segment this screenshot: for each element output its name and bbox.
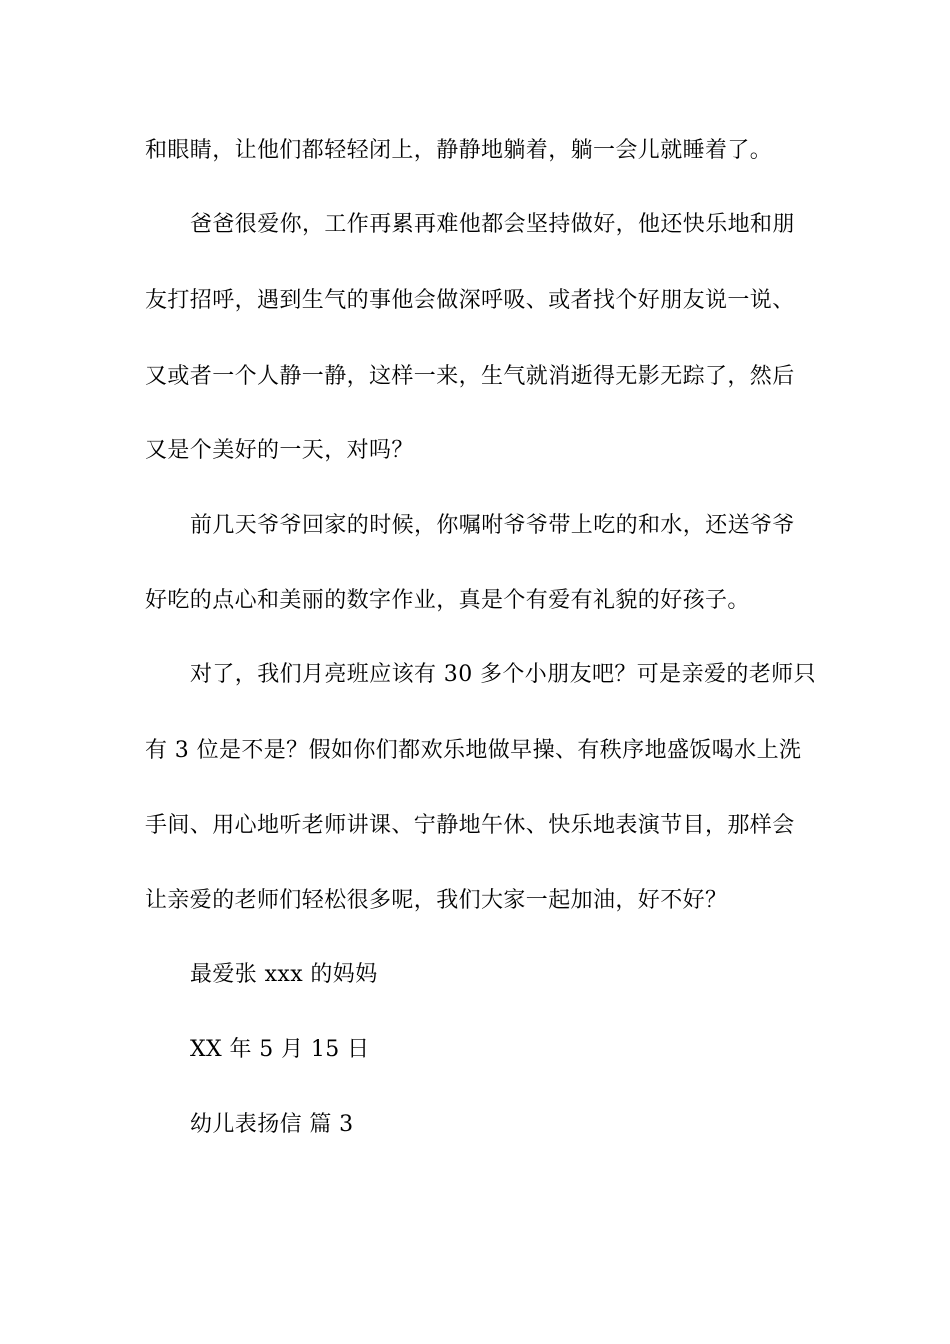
paragraph-line: 友打招呼，遇到生气的事他会做深呼吸、或者找个好朋友说一说、 xyxy=(145,288,795,313)
signature-line: 最爱张 xxx 的妈妈 xyxy=(190,962,378,987)
paragraph-line: 好吃的点心和美丽的数字作业，真是个有爱有礼貌的好孩子。 xyxy=(145,588,750,613)
section-heading: 幼儿表扬信 篇 3 xyxy=(190,1112,354,1137)
paragraph-line: 让亲爱的老师们轻松很多呢，我们大家一起加油，好不好？ xyxy=(145,888,728,913)
paragraph-line: 对了，我们月亮班应该有 30 多个小朋友吧？可是亲爱的老师只 xyxy=(190,662,816,687)
paragraph-line: 前几天爷爷回家的时候，你嘱咐爷爷带上吃的和水，还送爷爷 xyxy=(190,513,795,538)
paragraph-line: 又或者一个人静一静，这样一来，生气就消逝得无影无踪了，然后 xyxy=(145,364,795,389)
date-line: XX 年 5 月 15 日 xyxy=(190,1037,370,1062)
paragraph-line: 又是个美好的一天，对吗？ xyxy=(145,438,414,463)
paragraph-line: 爸爸很爱你，工作再累再难他都会坚持做好，他还快乐地和朋 xyxy=(190,212,795,237)
paragraph-line: 手间、用心地听老师讲课、宁静地午休、快乐地表演节目，那样会 xyxy=(145,813,795,838)
paragraph-line: 有 3 位是不是？假如你们都欢乐地做早操、有秩序地盛饭喝水上洗 xyxy=(145,738,802,763)
paragraph-line: 和眼睛，让他们都轻轻闭上，静静地躺着，躺一会儿就睡着了。 xyxy=(145,138,773,163)
